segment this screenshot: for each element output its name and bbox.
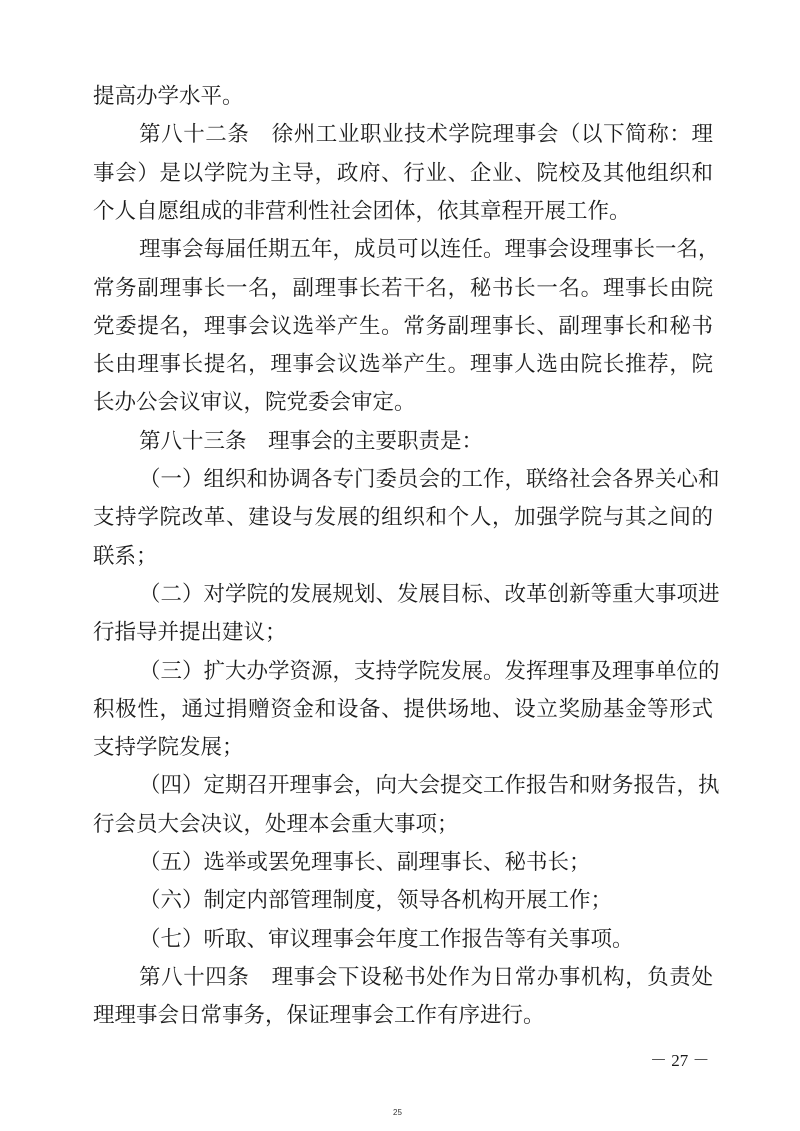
- text-line-11: （一）组织和协调各专门委员会的工作，联络社会各界关心和: [139, 467, 720, 492]
- text-line-2: 第八十二条 徐州工业职业技术学院理事会（以下简称：理: [139, 122, 713, 148]
- text-line-21: （五）选举或罢免理事长、副理事长、秘书长；: [139, 850, 591, 875]
- text-line-16: （三）扩大办学资源，支持学院发展。发挥理事及理事单位的: [139, 658, 720, 684]
- text-line-25: 理理事会日常事务，保证理事会工作有序进行。: [93, 1003, 545, 1029]
- text-line-7: 党委提名，理事会议选举产生。常务副理事长、副理事长和秘书: [93, 313, 713, 339]
- text-line-17: 积极性，通过捐赠资金和设备、提供场地、设立奖励基金等形式: [93, 696, 713, 722]
- text-line-24: 第八十四条 理事会下设秘书处作为日常办事机构，负责处: [139, 964, 713, 990]
- text-line-5: 理事会每届任期五年，成员可以连任。理事会设理事长一名，: [139, 237, 720, 263]
- text-line-1: 提高办学水平。: [93, 84, 244, 109]
- text-line-9: 长办公会议审议，院党委会审定。: [93, 390, 416, 416]
- text-line-3: 事会）是以学院为主导，政府、行业、企业、院校及其他组织和: [93, 160, 713, 186]
- page-number: － 27 －: [650, 1051, 710, 1070]
- text-line-10: 第八十三条 理事会的主要职责是：: [139, 428, 484, 454]
- text-line-6: 常务副理事长一名，副理事长若干名，秘书长一名。理事长由院: [93, 275, 713, 301]
- text-line-18: 支持学院发展；: [93, 735, 244, 761]
- text-line-19: （四）定期召开理事会，向大会提交工作报告和财务报告，执: [139, 773, 720, 799]
- text-line-20: 行会员大会决议，处理本会重大事项；: [93, 811, 459, 837]
- text-line-8: 长由理事长提名，理事会议选举产生。理事人选由院长推荐，院: [93, 352, 713, 378]
- text-line-13: 联系；: [93, 543, 158, 569]
- text-line-12: 支持学院改革、建设与发展的组织和个人，加强学院与其之间的: [93, 505, 713, 531]
- text-line-23: （七）听取、审议理事会年度工作报告等有关事项。: [139, 926, 634, 952]
- text-line-4: 个人自愿组成的非营利性社会团体，依其章程开展工作。: [93, 198, 631, 224]
- text-line-15: 行指导并提出建议；: [93, 620, 287, 646]
- text-line-14: （二）对学院的发展规划、发展目标、改革创新等重大事项进: [139, 581, 720, 607]
- text-line-22: （六）制定内部管理制度，领导各机构开展工作；: [139, 888, 613, 914]
- footer-mark: 25: [393, 1108, 402, 1117]
